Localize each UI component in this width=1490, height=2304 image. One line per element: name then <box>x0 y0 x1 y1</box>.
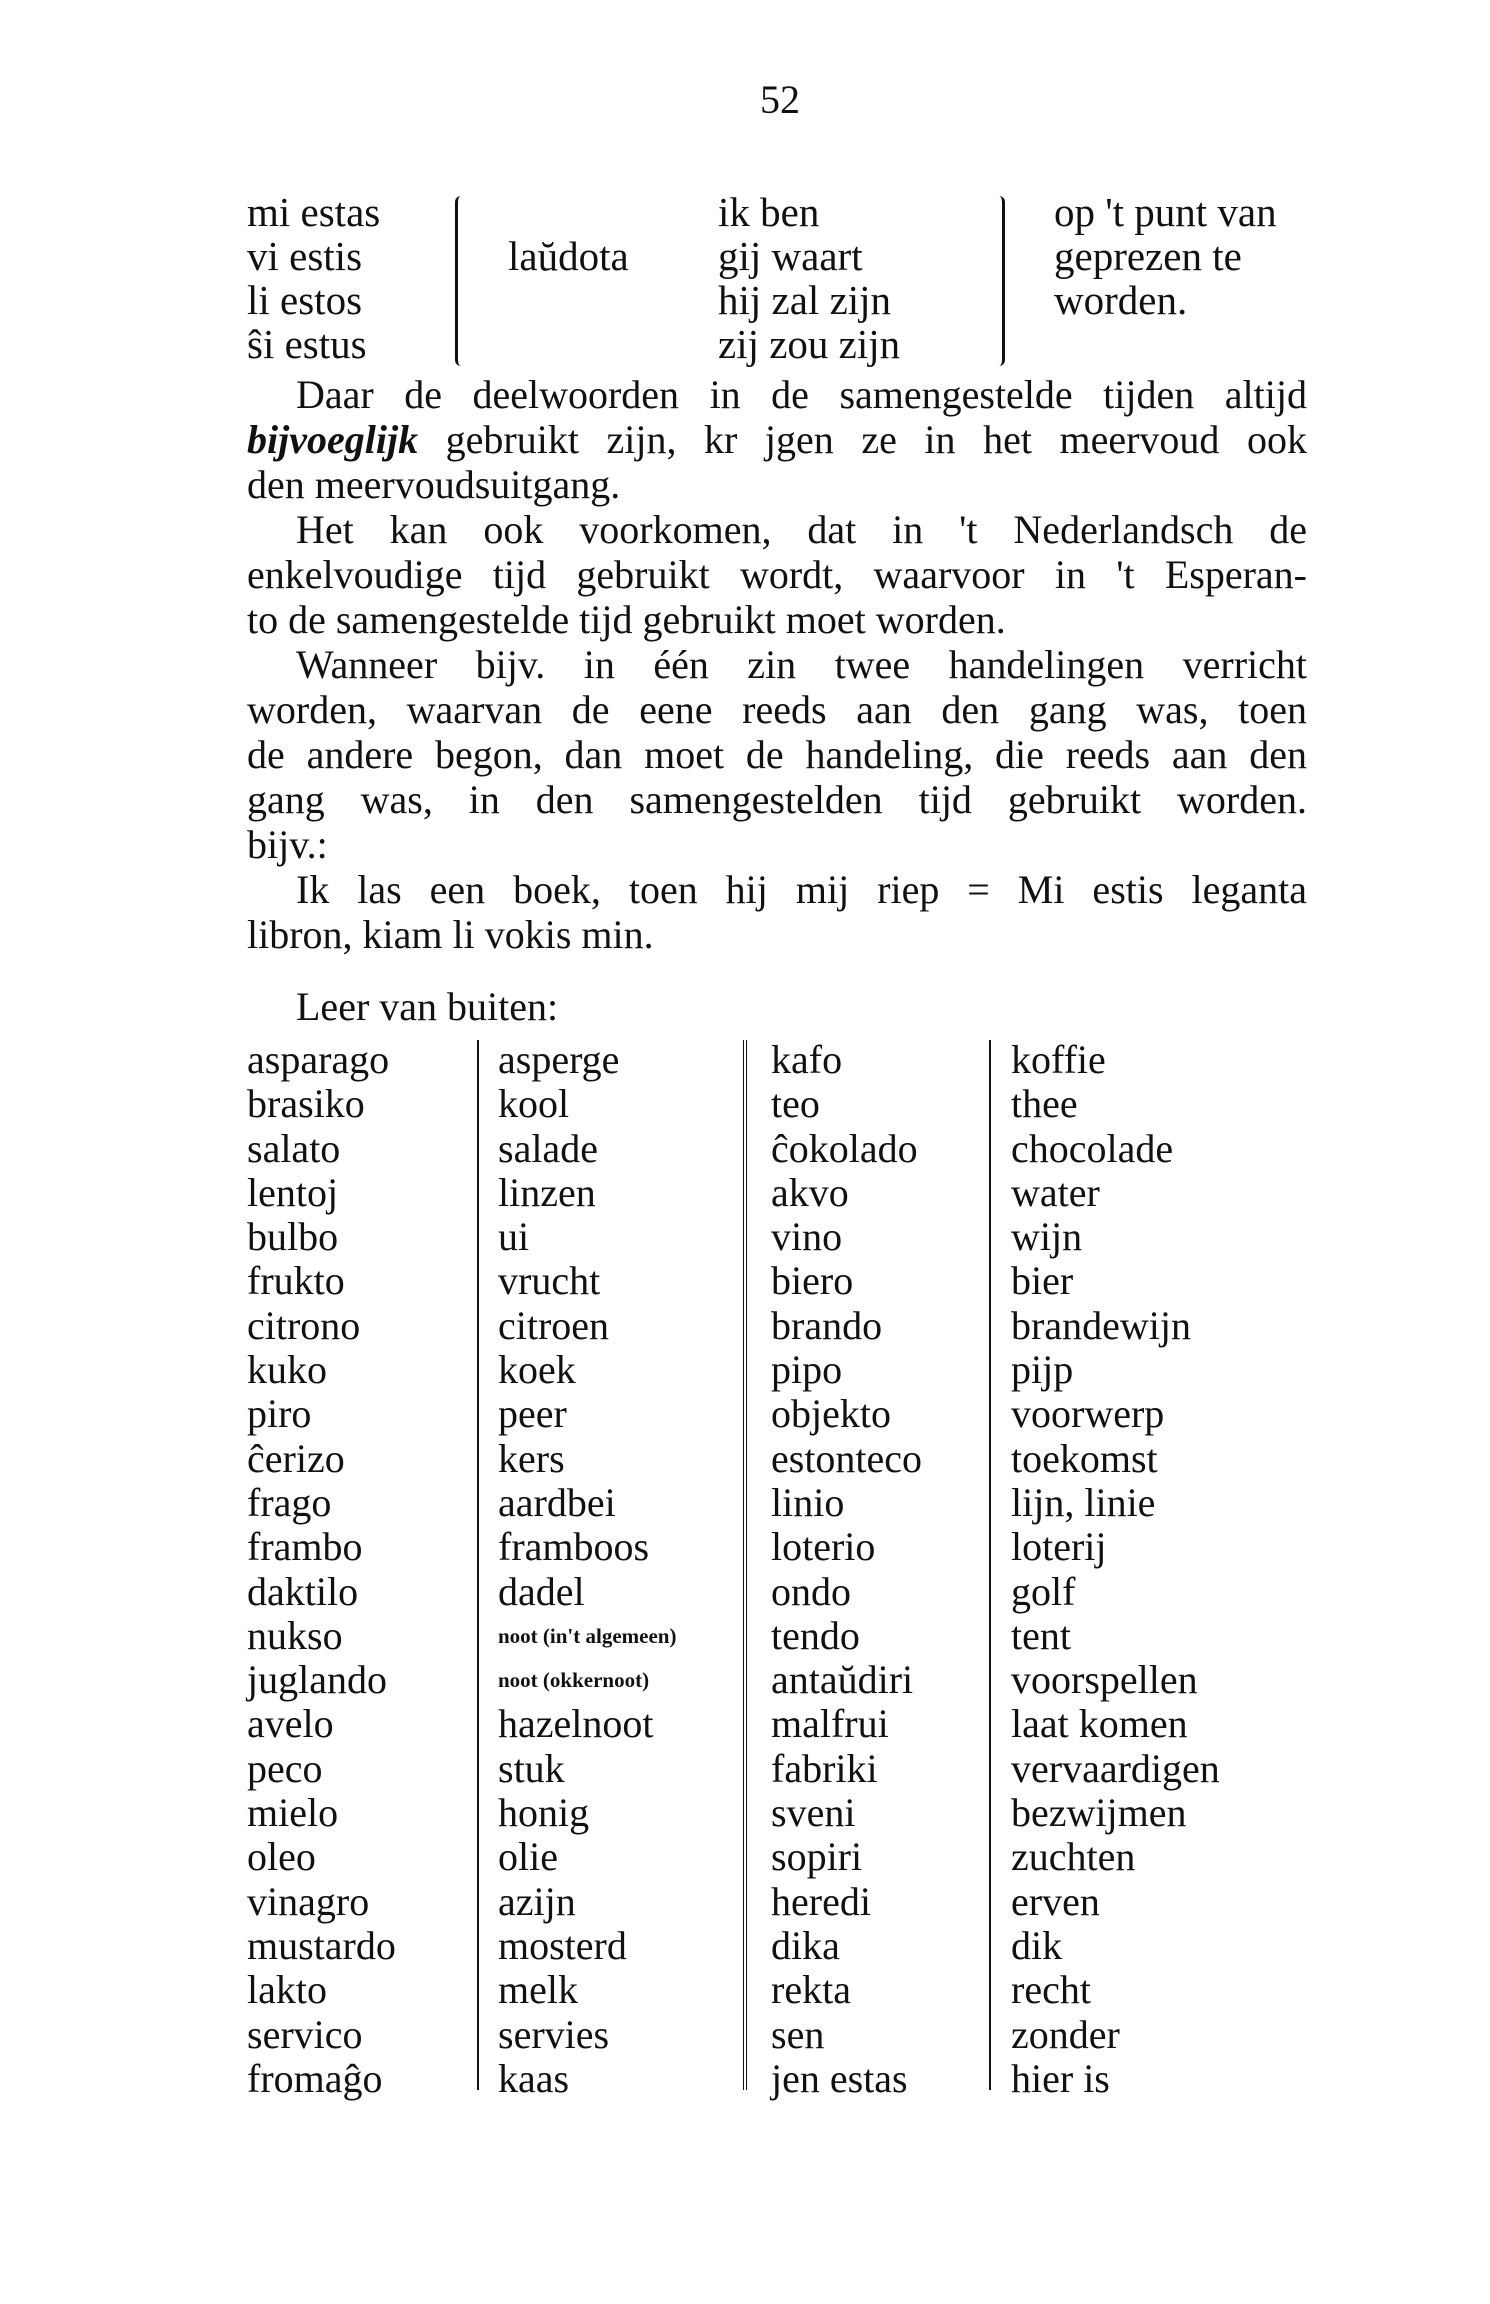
vocab-word: framboos <box>498 1524 650 1570</box>
vocab-heading: Leer van buiten: <box>296 984 559 1029</box>
vocab-word: frambo <box>247 1524 363 1570</box>
vocab-column-esperanto-2 <box>771 1038 922 2101</box>
vocab-word: bezwijmen <box>1011 1790 1187 1836</box>
vocab-column-esperanto-1 <box>247 1038 396 2101</box>
meaning-line: op 't punt van <box>1054 189 1277 235</box>
vocab-word: koffie <box>1011 1037 1106 1082</box>
participle <box>508 234 629 278</box>
vocab-word: ui <box>498 1214 530 1260</box>
vocab-word: chocolade <box>1011 1125 1174 1171</box>
vocab-word: toekomst <box>1011 1435 1158 1481</box>
vocab-word: olie <box>498 1834 558 1880</box>
vocab-word: bulbo <box>247 1214 339 1260</box>
vocab-word: brando <box>771 1302 883 1348</box>
text-line: Het kan ook voorkomen, dat in 't Nederlandsch de <box>296 507 1307 552</box>
vocab-word: kuko <box>247 1347 327 1393</box>
text-span: gebruikt zijn, kr jgen ze in het meervoud ook <box>418 417 1307 462</box>
participle-text: laŭdota <box>508 233 629 279</box>
meaning-line: worden. <box>1054 277 1188 323</box>
vocab-word: mosterd <box>498 1922 627 1968</box>
text-line: Daar de deelwoorden in de samengestelde tijden altijd <box>296 372 1307 417</box>
conjugation-dutch <box>718 190 900 366</box>
vocab-word: kers <box>498 1435 565 1481</box>
vocab-word: linio <box>771 1479 845 1525</box>
vocab-word: hazelnoot <box>498 1701 654 1747</box>
column-divider <box>477 1040 479 2090</box>
vocab-word: objekto <box>771 1391 891 1437</box>
pronoun-form: vi estis <box>247 233 363 279</box>
vocab-word: pipo <box>771 1347 843 1393</box>
vocab-word: voorspellen <box>1011 1657 1198 1703</box>
vocab-word: azijn <box>498 1878 576 1924</box>
vocab-word: sopiri <box>771 1834 863 1880</box>
vocab-word: mielo <box>247 1790 339 1836</box>
vocab-word: laat komen <box>1011 1701 1188 1747</box>
vocab-word: antaŭdiri <box>771 1657 914 1703</box>
vocab-word: vervaardigen <box>1011 1745 1220 1791</box>
vocab-word: peco <box>247 1745 323 1791</box>
vocab-word: brasiko <box>247 1081 365 1127</box>
vocab-word: stuk <box>498 1745 565 1791</box>
dutch-form: gij waart <box>718 233 863 279</box>
vocab-word: mustardo <box>247 1922 396 1968</box>
dutch-form: hij zal zijn <box>718 277 892 323</box>
vocab-word: asperge <box>498 1037 620 1082</box>
vocab-word: vinagro <box>247 1878 370 1924</box>
vocab-column-dutch-1 <box>498 1038 676 2101</box>
vocab-word: fabriki <box>771 1745 878 1791</box>
vocab-word: tendo <box>771 1612 860 1658</box>
vocab-word: tent <box>1011 1612 1071 1658</box>
vocab-word: salade <box>498 1125 598 1171</box>
vocab-word: golf <box>1011 1568 1076 1614</box>
vocab-word: hier is <box>1011 2055 1110 2101</box>
meaning-line: geprezen te <box>1054 233 1242 279</box>
vocab-word: noot (in't algemeen) <box>498 1623 677 1648</box>
vocab-word: vrucht <box>498 1258 601 1304</box>
vocab-word: lentoj <box>247 1169 339 1215</box>
vocab-word: voorwerp <box>1011 1391 1165 1437</box>
vocab-word: frukto <box>247 1258 345 1304</box>
vocab-word: ĉokolado <box>771 1125 918 1171</box>
text-line: Wanneer bijv. in één zin twee handelingen verricht <box>296 642 1307 687</box>
vocab-word: kaas <box>498 2055 570 2101</box>
vocab-word: peer <box>498 1391 567 1437</box>
vocab-column-dutch-2 <box>1011 1038 1220 2101</box>
vocab-word: estonteco <box>771 1435 923 1481</box>
text-line: Ik las een boek, toen hij mij riep = Mi estis leganta <box>296 867 1307 912</box>
vocab-word: malfrui <box>771 1701 889 1747</box>
vocab-word: fromaĝo <box>247 2055 383 2101</box>
vocab-word: loterio <box>771 1524 876 1570</box>
vocab-word: noot (okkernoot) <box>498 1668 650 1693</box>
vocab-word: asparago <box>247 1037 390 1082</box>
vocab-word: vino <box>771 1214 843 1260</box>
vocab-word: pijp <box>1011 1347 1074 1393</box>
vocab-word: akvo <box>771 1169 849 1215</box>
vocab-word: biero <box>771 1258 854 1304</box>
vocab-word: thee <box>1011 1081 1078 1127</box>
vocab-word: frago <box>247 1479 332 1525</box>
vocab-word: heredi <box>771 1878 871 1924</box>
pronoun-form: li estos <box>247 277 363 323</box>
vocab-word: daktilo <box>247 1568 359 1614</box>
text-line: den meervoudsuitgang. <box>247 462 621 507</box>
vocab-word: water <box>1011 1169 1100 1215</box>
vocab-word: lakto <box>247 1967 327 2013</box>
text-line: bijv.: <box>247 822 328 867</box>
body-text <box>247 372 1307 957</box>
text-line: to de samengestelde tijd gebruikt moet worden. <box>247 597 1006 642</box>
pronoun-form: ŝi estus <box>247 321 367 367</box>
vocab-word: citroen <box>498 1302 610 1348</box>
vocab-word: kool <box>498 1081 570 1127</box>
vocab-word: nukso <box>247 1612 343 1658</box>
vocab-word: citrono <box>247 1302 361 1348</box>
page-number: 52 <box>760 77 800 122</box>
vocab-word: ondo <box>771 1568 851 1614</box>
vocab-word: wijn <box>1011 1214 1083 1260</box>
column-divider-double <box>743 1040 749 2090</box>
text-line: enkelvoudige tijd gebruikt wordt, waarvoor in 't Esperan- <box>247 552 1307 597</box>
vocab-word: teo <box>771 1081 820 1127</box>
pronoun-form: mi estas <box>247 189 381 235</box>
vocab-word: koek <box>498 1347 576 1393</box>
vocab-word: servies <box>498 2011 610 2057</box>
vocab-word: jen estas <box>771 2055 908 2101</box>
vocab-word: piro <box>247 1391 312 1437</box>
vocab-word: juglando <box>247 1657 387 1703</box>
text-line: gang was, in den samengestelden tijd gebruikt worden. <box>247 777 1307 822</box>
vocab-word: brandewijn <box>1011 1302 1191 1348</box>
brace-right <box>990 196 1005 366</box>
dutch-form: zij zou zijn <box>718 321 901 367</box>
vocab-word: ĉerizo <box>247 1435 345 1481</box>
italic-word: bijvoeglijk <box>247 417 419 462</box>
vocab-word: dik <box>1011 1922 1063 1968</box>
text-line <box>247 417 1307 462</box>
vocab-word: recht <box>1011 1967 1091 2013</box>
vocab-word: lijn, linie <box>1011 1479 1156 1525</box>
vocab-word: zonder <box>1011 2011 1120 2057</box>
vocab-word: zuchten <box>1011 1834 1136 1880</box>
vocab-word: linzen <box>498 1169 596 1215</box>
text-line: worden, waarvan de eene reeds aan den gang was, toen <box>247 687 1307 732</box>
vocab-word: melk <box>498 1967 578 2013</box>
vocab-word: rekta <box>771 1967 851 2013</box>
dutch-form: ik ben <box>718 189 820 235</box>
vocab-word: kafo <box>771 1037 843 1082</box>
vocab-word: erven <box>1011 1878 1100 1924</box>
text-line: de andere begon, dan moet de handeling, die reeds aan den <box>247 732 1307 777</box>
vocab-word: sveni <box>771 1790 856 1836</box>
vocab-word: oleo <box>247 1834 316 1880</box>
vocab-word: avelo <box>247 1701 334 1747</box>
vocab-word: loterij <box>1011 1524 1107 1570</box>
brace-left <box>455 196 470 366</box>
column-divider <box>989 1040 991 2090</box>
vocab-word: salato <box>247 1125 341 1171</box>
vocab-word: sen <box>771 2011 825 2057</box>
conjugation-pronouns <box>247 190 380 366</box>
vocab-word: dika <box>771 1922 840 1968</box>
text-line: libron, kiam li vokis min. <box>247 912 654 957</box>
vocab-word: dadel <box>498 1568 585 1614</box>
vocab-word: servico <box>247 2011 363 2057</box>
vocab-word: honig <box>498 1790 590 1836</box>
vocab-word: bier <box>1011 1258 1074 1304</box>
vocab-word: aardbei <box>498 1479 616 1525</box>
conjugation-meaning <box>1054 190 1277 322</box>
